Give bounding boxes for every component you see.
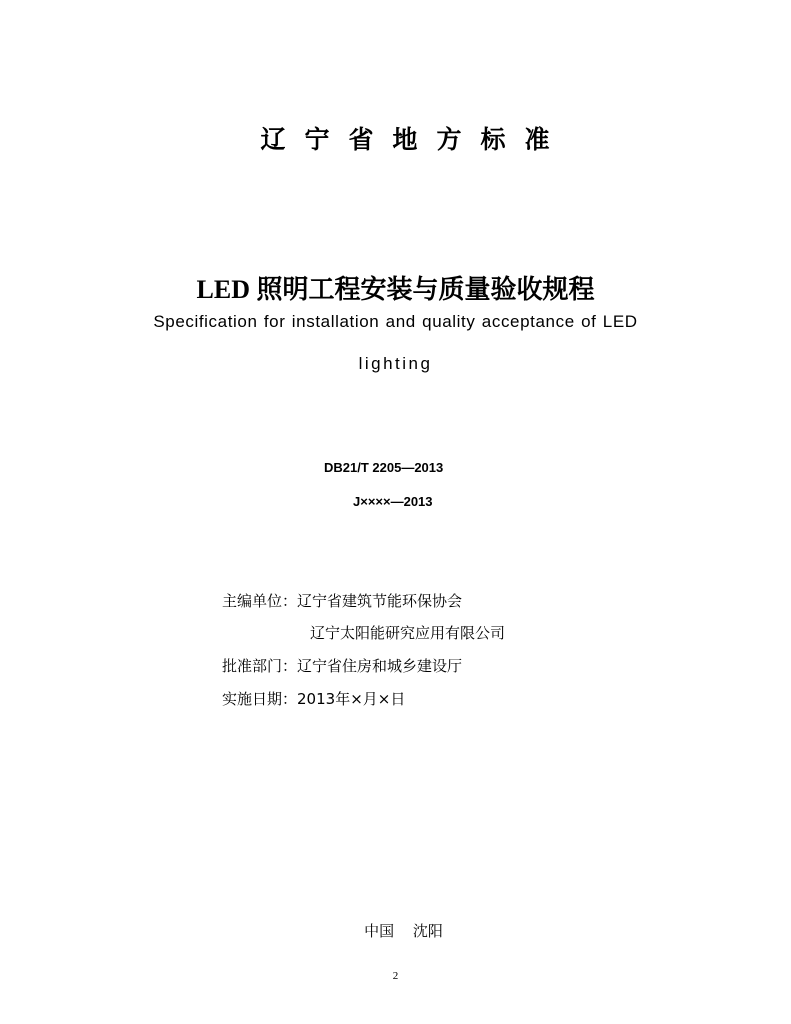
english-title-line1: Specification for installation and quality acceptance of LED xyxy=(153,312,638,331)
date-value: 2013年×月×日 xyxy=(297,690,406,708)
editor-row-2 xyxy=(310,622,505,644)
date-row xyxy=(222,688,405,710)
standard-title: 辽宁省地方标准 xyxy=(260,125,569,154)
date-label: 实施日期： xyxy=(222,690,298,708)
approver-label: 批准部门： xyxy=(222,657,298,675)
editor-value-2: 辽宁太阳能研究应用有限公司 xyxy=(310,624,506,642)
document-title: LED 照明工程安装与质量验收规程 xyxy=(196,275,595,304)
editor-label: 主编单位： xyxy=(222,592,298,610)
approver-row xyxy=(222,655,462,677)
editor-value: 辽宁省建筑节能环保协会 xyxy=(297,592,463,610)
approver-value: 辽宁省住房和城乡建设厅 xyxy=(297,657,463,675)
publication-place: 中国 沈阳 xyxy=(364,922,443,940)
db-standard-number: DB21/T 2205—2013 xyxy=(324,460,444,475)
page-number: 2 xyxy=(392,970,399,982)
j-record-number: J××××—2013 xyxy=(353,494,433,509)
english-title-line2: lighting xyxy=(358,354,433,373)
editor-row xyxy=(222,590,462,612)
